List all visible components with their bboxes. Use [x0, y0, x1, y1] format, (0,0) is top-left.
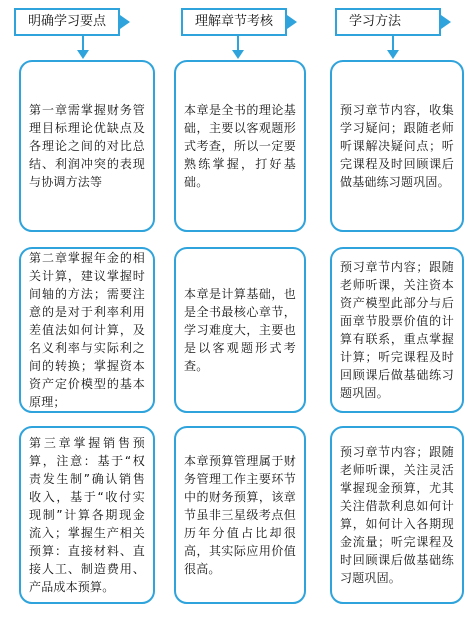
study-points-text: 第二章掌握年金的相关计算，建议掌握时间轴的方法；需要注意的是对于利率利用差值法如何计算，及名义利率与实际利之间的转换；掌握资本资产定价模型的基本原理；: [29, 251, 145, 409]
connector-arrow: [387, 50, 399, 59]
connector-arrow: [77, 50, 89, 59]
header-study-method-label: 学习方法: [349, 14, 402, 29]
assessment-box-chapter-1: [174, 60, 306, 232]
assessment-text: 本章是全书的理论基础，主要以客观题形式考查，所以一定要熟练掌握，打好基础。: [184, 103, 296, 189]
assessment-box-chapter-3: [174, 426, 306, 604]
header-chapter-assessment: [181, 8, 287, 36]
assessment-box-chapter-2: [174, 247, 306, 413]
study-points-box-chapter-1: [19, 60, 155, 232]
study-points-text: 第三章掌握销售预算，注意：基于“权责发生制”确认销售收入，基于“收付实现制”计算各期现金流入；掌握生产相关预算：直接材料、直接人工、制造费用、产品成本预算。: [29, 436, 145, 594]
method-box-chapter-1: [330, 60, 464, 232]
method-box-chapter-3: [330, 426, 464, 604]
header-study-points: [14, 8, 120, 36]
header-study-points-label: 明确学习要点: [28, 14, 107, 29]
assessment-text: 本章预算管理属于财务管理工作主要环节中的财务预算，该章节虽非三星级考点但历年分值占比却很高，其实际应用价值很高。: [184, 454, 296, 576]
method-text: 预习章节内容；跟随老师听课，关注资本资产模型此部分与后面章节股票价值的计算有联系，重点掌握计算；听完课程及时回顾课后做基础练习题巩固。: [340, 260, 454, 400]
study-points-box-chapter-3: [19, 426, 155, 604]
header-chapter-assessment-label: 理解章节考核: [195, 14, 274, 29]
method-text: 预习章节内容；跟随老师听课，关注灵活掌握现金预算，尤其关注借款利息如何计算，如何计入各期现金流量；听完课程及时回顾课后做基础练习题巩固。: [340, 445, 454, 585]
connector-arrow: [232, 50, 244, 59]
assessment-text: 本章是计算基础，也是全书最核心章节，学习难度大，主要也是以客观题形式考查。: [184, 287, 296, 373]
study-points-text: 第一章需掌握财务管理目标理论优缺点及各理论之间的对比总结、利润冲突的表现与协调方法等: [29, 103, 145, 189]
header-study-method: [335, 8, 441, 36]
study-points-box-chapter-2: [19, 247, 155, 413]
method-text: 预习章节内容，收集学习疑问；跟随老师听课解决疑问点；听完课程及时回顾课后做基础练习题巩固。: [340, 103, 454, 189]
method-box-chapter-2: [330, 247, 464, 413]
